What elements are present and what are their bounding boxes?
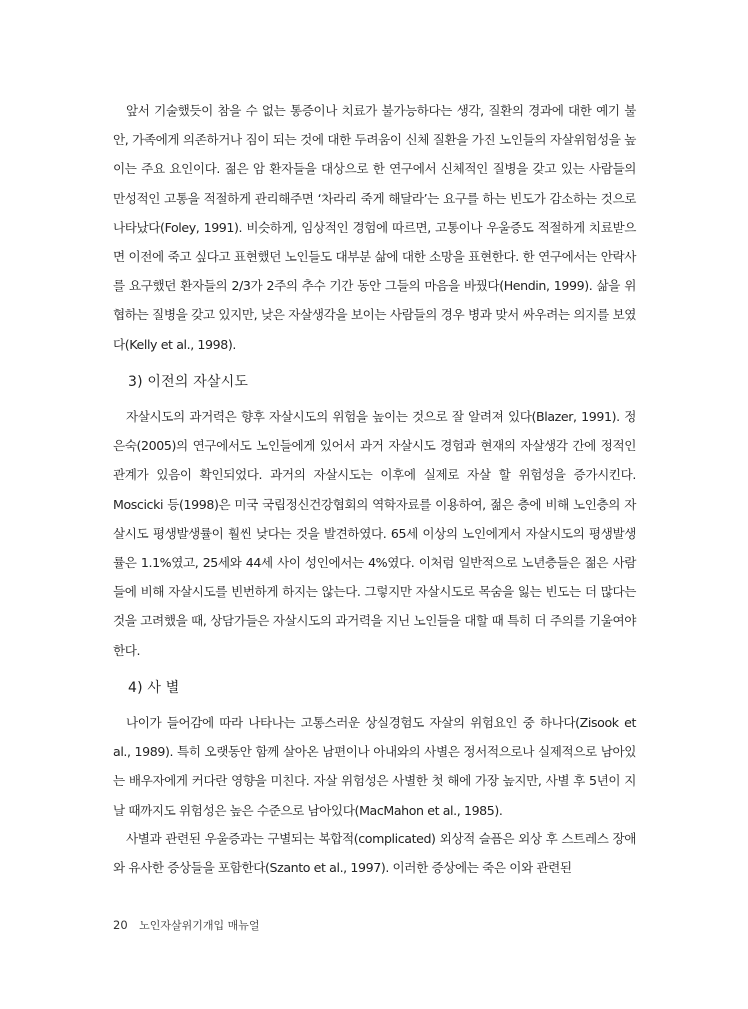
page-footer xyxy=(113,917,260,933)
book-title: 노인자살위기개입 매뉴얼 xyxy=(139,919,260,932)
body-paragraph: 사별과 관련된 우울증과는 구별되는 복합적(complicated) 외상적 슬픔은 외상 후 스트레스 장애와 유사한 증상들을 포함한다(Szanto et al., 1997). 이러한 증상에는 죽은 이와 관련된 xyxy=(113,831,636,876)
section-heading: 3) 이전의 자살시도 xyxy=(128,374,249,390)
body-paragraph: 자살시도의 과거력은 향후 자살시도의 위험을 높이는 것으로 잘 알려져 있다(Blazer, 1991). 정은숙(2005)의 연구에서도 노인들에게 있어서 과거 자살시도 경험과 현재의 자살생각 간에 정적인 관계가 있음이 확인되었다. 과거의 자살시도는 이후에 실제로 자살 할 위험성을 증가시킨다. Moscicki 등(1998)은 미국 국립정신건강협회의 역학자료를 이용하여, 젊은 층에 비해 노인층의 자살시도 평생발생률이 훨씬 낮다는 것을 발견하였다. 65세 이상의 노인에게서 자살시도의 평생발생률은 1.1%였고, 25세와 44세 사이 성인에서는 4%였다. 이처럼 일반적으로 노년층들은 젊은 사람들에 비해 자살시도를 빈번하게 하지는 않는다. 그렇지만 자살시도로 목숨을 잃는 빈도는 더 많다는 것을 고려했을 때, 상담가들은 자살시도의 과거력을 지닌 노인들을 대할 때 특히 더 주의를 기울여야 한다. xyxy=(113,409,636,658)
page-number: 20 xyxy=(113,918,128,932)
section-heading: 4) 사 별 xyxy=(128,680,180,696)
body-paragraph: 나이가 들어감에 따라 나타나는 고통스러운 상실경험도 자살의 위험요인 중 하나다(Zisook et al., 1989). 특히 오랫동안 함께 살아온 남편이나 아내와의 사별은 정서적으로나 실제적으로 남아있는 배우자에게 커다란 영향을 미친다. 자살 위험성은 사별한 첫 해에 가장 높지만, 사별 후 5년이 지날 때까지도 위험성은 높은 수준으로 남아있다(MacMahon et al., 1985). xyxy=(113,715,636,818)
body-paragraph: 앞서 기술했듯이 참을 수 없는 통증이나 치료가 불가능하다는 생각, 질환의 경과에 대한 예기 불안, 가족에게 의존하거나 짐이 되는 것에 대한 두려움이 신체 질환을 가진 노인들의 자살위험성을 높이는 주요 요인이다. 젊은 암 환자들을 대상으로 한 연구에서 신체적인 질병을 갖고 있는 사람들의 만성적인 고통을 적절하게 관리해주면 ‘차라리 죽게 해달라’는 요구를 하는 빈도가 감소하는 것으로 나타났다(Foley, 1991). 비슷하게, 임상적인 경험에 따르면, 고통이나 우울증도 적절하게 치료받으면 이전에 죽고 싶다고 표현했던 노인들도 대부분 삶에 대한 소망을 표현한다. 한 연구에서는 안락사를 요구했던 환자들의 2/3가 2주의 추수 기간 동안 그들의 마음을 바꿨다(Hendin, 1999). 삶을 위협하는 질병을 갖고 있지만, 낮은 자살생각을 보이는 사람들의 경우 병과 맞서 싸우려는 의지를 보였다(Kelly et al., 1998). xyxy=(113,103,636,352)
